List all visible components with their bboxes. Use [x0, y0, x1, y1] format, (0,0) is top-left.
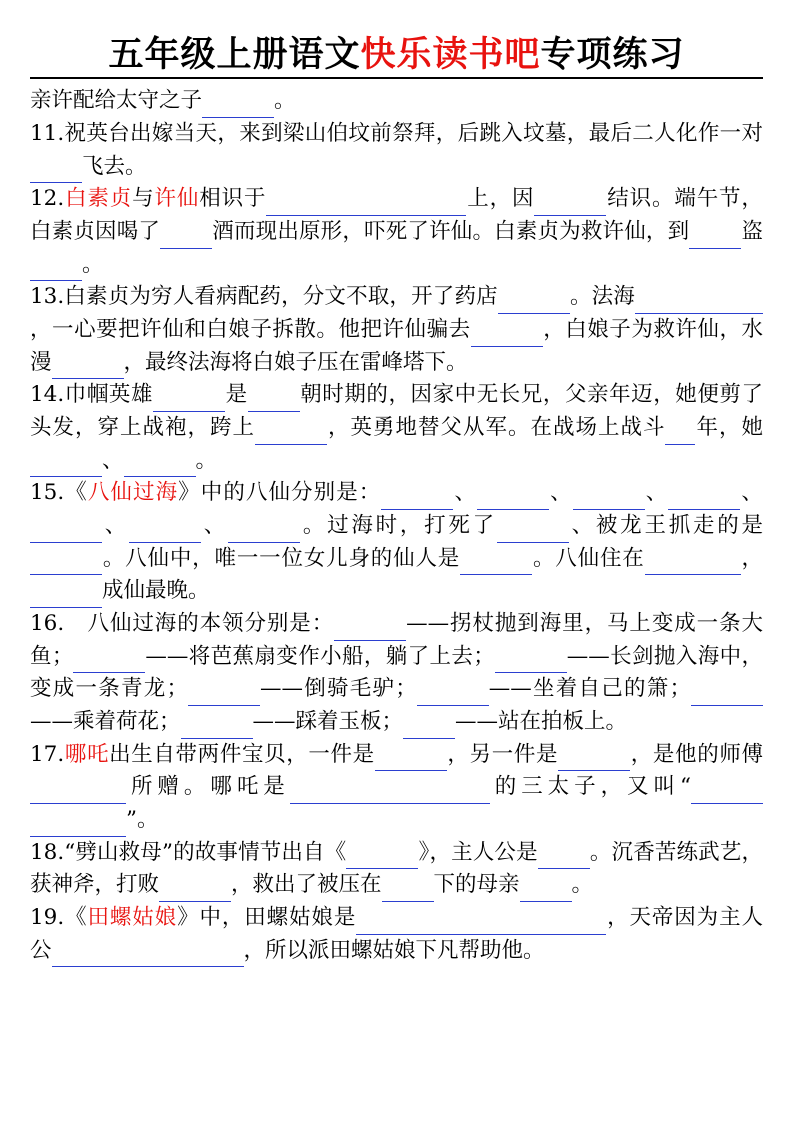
question-text: ，是他的师傅: [630, 741, 763, 767]
question-text: ，最终法海将白娘子压在雷峰塔下。: [123, 349, 468, 375]
question-text: ，英勇地替父从军。在战场上战斗: [327, 415, 666, 441]
exercise-item: [30, 608, 763, 739]
question-text: 、: [102, 447, 124, 473]
answer-blank[interactable]: [460, 550, 532, 576]
answer-blank[interactable]: [573, 484, 645, 510]
highlight-text: 许仙: [154, 186, 200, 212]
exercise-item: [30, 118, 763, 183]
highlight-text: 哪吒: [64, 741, 110, 767]
question-text: ，: [740, 545, 763, 571]
question-text: ，另一件是: [446, 741, 559, 767]
question-text: 飞去。: [82, 153, 147, 179]
question-text: 》中，田螺姑娘是: [177, 905, 357, 931]
question-text: 下的母亲: [433, 872, 520, 898]
exercise-item: [30, 281, 763, 379]
question-text: ——长剑抛入海中，变成一条青龙；: [30, 643, 763, 702]
answer-blank[interactable]: [181, 713, 253, 739]
question-text: ，一心要把许仙和白娘子拆散。他把许仙骗去: [30, 317, 471, 342]
answer-blank[interactable]: [471, 321, 543, 347]
question-text: 。: [195, 447, 218, 473]
answer-blank[interactable]: [129, 517, 201, 543]
question-text: ——拐杖抛到海里，马上变成一条大鱼；: [30, 611, 763, 669]
answer-blank[interactable]: [645, 550, 741, 576]
question-text: 亲许配给太守之子: [30, 88, 203, 114]
question-text: 19.《: [30, 905, 88, 931]
answer-blank[interactable]: [417, 680, 489, 706]
question-text: 。八仙住在: [532, 545, 645, 571]
answer-blank[interactable]: [255, 419, 327, 445]
exercise-item: [30, 85, 763, 118]
answer-blank[interactable]: [266, 190, 466, 216]
question-text: 13.白素贞为穷人看病配药，分文不取，开了药店: [30, 284, 498, 310]
title-segment-2: 专项练习: [540, 34, 685, 75]
question-text: ，所以派田螺姑娘下凡帮助他。: [243, 937, 545, 963]
question-text: 成仙最晚。: [102, 578, 210, 604]
question-text: 所赠。哪吒是: [126, 774, 290, 800]
answer-blank[interactable]: [290, 778, 490, 804]
question-text: 、被龙王抓走的是: [568, 513, 763, 539]
exercise-item: [30, 477, 763, 608]
title-segment-1: 快乐读书吧: [360, 34, 541, 75]
question-text: 的三太子，又叫“: [489, 774, 691, 800]
answer-blank[interactable]: [124, 452, 196, 478]
question-text: ，天帝因为主人公: [30, 905, 763, 963]
question-text: 。: [82, 251, 104, 277]
answer-blank[interactable]: [30, 256, 82, 282]
answer-blank[interactable]: [346, 844, 418, 870]
answer-blank[interactable]: [668, 484, 740, 510]
answer-blank[interactable]: [498, 288, 570, 314]
exercise-item: [30, 902, 763, 967]
answer-blank[interactable]: [228, 517, 300, 543]
question-text: 朝时期的，因家中无长兄，父亲年迈，她便剪了头发，穿上战袍，跨上: [30, 382, 763, 441]
question-text: 。法海: [569, 284, 635, 310]
question-text: 18.“劈山救母”的故事情节出自《: [30, 839, 347, 865]
question-text: 、: [453, 480, 478, 506]
question-text: 。: [571, 872, 594, 898]
question-text: 。过海时，打死了: [300, 513, 497, 539]
answer-blank[interactable]: [691, 680, 763, 706]
question-text: 、: [201, 513, 229, 539]
title-segment-0: 五年级上册语文: [108, 34, 361, 75]
answer-blank[interactable]: [635, 288, 763, 314]
question-text: 年，她: [695, 415, 763, 441]
answer-blank[interactable]: [188, 680, 260, 706]
answer-blank[interactable]: [160, 223, 212, 249]
answer-blank[interactable]: [689, 223, 741, 249]
question-text: ——坐着自己的箫；: [488, 676, 691, 702]
answer-blank[interactable]: [248, 386, 300, 412]
exercise-body: [30, 85, 763, 967]
page-title: [30, 34, 763, 79]
answer-blank[interactable]: [534, 190, 606, 216]
question-text: 。八仙中，唯一一位女儿身的仙人是: [102, 545, 461, 571]
question-text: 14.巾帼英雄: [30, 382, 154, 408]
question-text: 11.祝英台出嫁当天，来到梁山伯坟前祭拜，后跳入坟墓，最后二人化作一对: [30, 120, 763, 146]
highlight-text: 田螺姑娘: [87, 905, 178, 931]
question-text: 。: [274, 88, 296, 114]
question-text: ”。: [126, 807, 159, 833]
answer-blank[interactable]: [334, 615, 406, 641]
question-text: 、: [102, 513, 130, 539]
question-text: 结识。端午节，白素贞因喝了: [30, 186, 763, 244]
question-text: ——倒骑毛驴；: [260, 676, 417, 702]
question-text: ，白娘子为救许仙，水漫: [30, 317, 763, 375]
question-text: 出生自带两件宝贝，一件是: [109, 741, 375, 767]
answer-blank[interactable]: [30, 158, 82, 184]
question-text: 酒而现出原形，吓死了许仙。白素贞为救许仙，到: [212, 218, 690, 244]
answer-blank[interactable]: [52, 942, 148, 968]
answer-blank[interactable]: [477, 484, 549, 510]
question-text: 、: [549, 480, 573, 506]
answer-blank[interactable]: [381, 484, 453, 510]
answer-blank[interactable]: [495, 648, 567, 674]
question-text: 12.: [30, 186, 65, 212]
highlight-text: 八仙过海: [87, 480, 179, 506]
answer-blank[interactable]: [73, 648, 145, 674]
question-text: ，救出了被压在: [231, 872, 382, 898]
answer-blank[interactable]: [159, 876, 231, 902]
question-text: 与: [132, 186, 155, 212]
question-text: 、: [740, 480, 763, 506]
answer-blank[interactable]: [202, 92, 274, 118]
question-text: 。沉香苦练武艺，获神斧，打败: [30, 839, 763, 898]
answer-blank[interactable]: [30, 452, 102, 478]
answer-blank[interactable]: [520, 876, 572, 902]
question-text: 15.《: [30, 480, 88, 506]
answer-blank[interactable]: [153, 386, 225, 412]
answer-blank[interactable]: [30, 550, 102, 576]
question-text: ——站在拍板上。: [455, 709, 628, 735]
highlight-text: 白素贞: [64, 186, 133, 212]
exercise-item: [30, 379, 763, 477]
exercise-item: [30, 837, 763, 902]
question-text: 17.: [30, 741, 65, 767]
question-text: 、: [644, 480, 669, 506]
answer-blank[interactable]: [538, 844, 590, 870]
exercise-item: [30, 739, 763, 837]
question-text: 上，因: [466, 186, 535, 212]
exercise-item: [30, 183, 763, 281]
question-text: ——将芭蕉扇变作小船，躺了上去；: [145, 643, 495, 669]
answer-blank[interactable]: [691, 778, 763, 804]
answer-blank[interactable]: [665, 419, 695, 445]
answer-blank[interactable]: [30, 778, 126, 804]
answer-blank[interactable]: [497, 517, 569, 543]
question-text: ——乘着荷花；: [30, 709, 181, 735]
answer-blank[interactable]: [403, 713, 455, 739]
question-text: 相识于: [199, 186, 267, 212]
answer-blank[interactable]: [382, 876, 434, 902]
question-text: ——踩着玉板；: [252, 709, 404, 735]
answer-blank[interactable]: [148, 942, 244, 968]
question-text: 》中的八仙分别是：: [178, 480, 382, 506]
question-text: 是: [225, 382, 248, 408]
answer-blank[interactable]: [375, 746, 447, 772]
question-text: 》，主人公是: [418, 839, 538, 865]
answer-blank[interactable]: [30, 582, 102, 608]
question-text: 16. 八仙过海的本领分别是：: [30, 611, 335, 637]
answer-blank[interactable]: [30, 811, 126, 837]
question-text: 盗: [741, 218, 763, 244]
answer-blank[interactable]: [356, 909, 606, 935]
answer-blank[interactable]: [558, 746, 630, 772]
answer-blank[interactable]: [52, 354, 124, 380]
answer-blank[interactable]: [30, 517, 102, 543]
